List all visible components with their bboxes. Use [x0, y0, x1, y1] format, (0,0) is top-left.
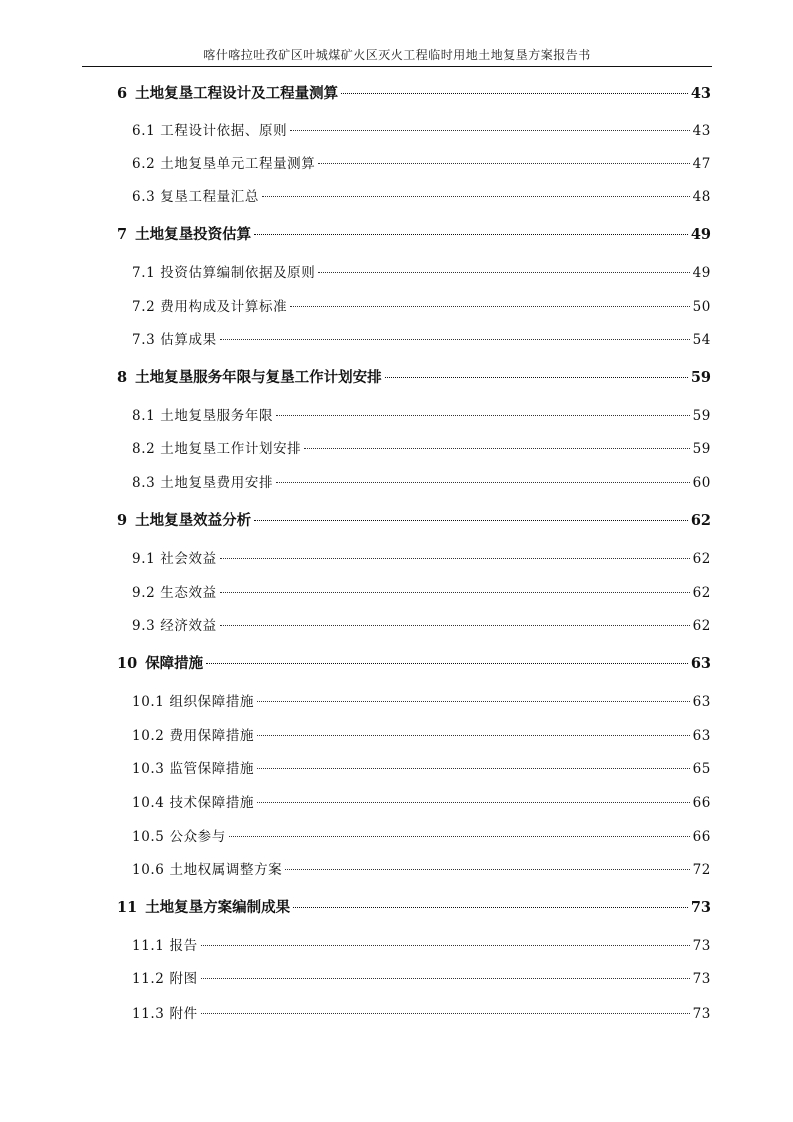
- toc-entry-page: 43: [692, 123, 711, 139]
- toc-entry-number: 9: [117, 512, 128, 529]
- toc-entry-page: 66: [692, 795, 711, 811]
- dot-leader: [254, 234, 688, 235]
- toc-entry-title: 土地复垦服务年限与复垦工作计划安排: [135, 369, 382, 386]
- toc-entry-number: 6: [117, 85, 128, 102]
- toc-entry-title: 费用保障措施: [169, 728, 255, 744]
- toc-entry-title: 附图: [169, 971, 198, 987]
- toc-entry-title: 工程设计依据、原则: [160, 123, 288, 139]
- toc-entry-page: 59: [692, 441, 711, 457]
- toc-chapter-6[interactable]: [117, 83, 711, 105]
- toc-section-11-1[interactable]: [132, 935, 711, 957]
- toc-entry-title: 土地复垦投资估算: [135, 226, 252, 243]
- toc-entry-title: 土地复垦工程设计及工程量测算: [135, 85, 339, 102]
- toc-entry-title: 投资估算编制依据及原则: [160, 265, 316, 281]
- toc-section-10-6[interactable]: [132, 859, 711, 881]
- toc-entry-title: 组织保障措施: [169, 694, 255, 710]
- toc-entry-page: 59: [692, 408, 711, 424]
- toc-entry-number: 10.6: [132, 862, 165, 878]
- toc-entry-title: 费用构成及计算标准: [160, 299, 288, 315]
- toc-entry-number: 8.2: [132, 441, 156, 457]
- toc-entry-page: 49: [690, 226, 711, 243]
- toc-entry-page: 47: [692, 156, 711, 172]
- toc-section-11-2[interactable]: [132, 968, 711, 990]
- dot-leader: [201, 1013, 690, 1014]
- toc-section-11-3[interactable]: [132, 1003, 711, 1025]
- dot-leader: [206, 663, 688, 664]
- toc-entry-number: 6.3: [132, 189, 156, 205]
- toc-entry-page: 60: [692, 475, 711, 491]
- header-rule: [82, 66, 712, 67]
- dot-leader: [285, 869, 689, 870]
- toc-entry-page: 62: [690, 512, 711, 529]
- toc-section-10-3[interactable]: [132, 758, 711, 780]
- dot-leader: [385, 377, 688, 378]
- toc-entry-title: 报告: [169, 938, 198, 954]
- toc-chapter-8[interactable]: [117, 367, 711, 389]
- toc-chapter-11[interactable]: [117, 897, 711, 919]
- toc-entry-page: 49: [692, 265, 711, 281]
- dot-leader: [276, 482, 690, 483]
- toc-entry-number: 7: [117, 226, 128, 243]
- toc-entry-title: 社会效益: [160, 551, 217, 567]
- dot-leader: [220, 558, 690, 559]
- toc-entry-page: 73: [690, 899, 711, 916]
- toc-entry-title: 估算成果: [160, 332, 217, 348]
- toc-entry-number: 7.2: [132, 299, 156, 315]
- toc-section-7-2[interactable]: [132, 296, 711, 318]
- toc-entry-number: 9.3: [132, 618, 156, 634]
- toc-entry-title: 附件: [169, 1006, 198, 1022]
- toc-entry-page: 73: [692, 938, 711, 954]
- toc-section-8-3[interactable]: [132, 472, 711, 494]
- dot-leader: [257, 701, 690, 702]
- toc-entry-title: 监管保障措施: [169, 761, 255, 777]
- toc-section-6-2[interactable]: [132, 153, 711, 175]
- toc-entry-title: 保障措施: [145, 655, 204, 672]
- toc-entry-number: 10: [117, 655, 138, 672]
- toc-entry-number: 9.1: [132, 551, 156, 567]
- dot-leader: [220, 339, 690, 340]
- toc-entry-title: 土地复垦效益分析: [135, 512, 252, 529]
- toc-entry-page: 50: [692, 299, 711, 315]
- dot-leader: [229, 836, 690, 837]
- toc-entry-title: 经济效益: [160, 618, 217, 634]
- dot-leader: [201, 978, 690, 979]
- toc-section-6-1[interactable]: [132, 120, 711, 142]
- toc-entry-number: 6.1: [132, 123, 156, 139]
- toc-entry-number: 11.2: [132, 971, 165, 987]
- toc-entry-number: 6.2: [132, 156, 156, 172]
- toc-entry-number: 8.1: [132, 408, 156, 424]
- toc-entry-page: 65: [692, 761, 711, 777]
- toc-entry-page: 72: [692, 862, 711, 878]
- toc-entry-page: 63: [692, 728, 711, 744]
- dot-leader: [254, 520, 688, 521]
- toc-chapter-7[interactable]: [117, 224, 711, 246]
- dot-leader: [201, 945, 690, 946]
- toc-section-9-1[interactable]: [132, 548, 711, 570]
- toc-entry-title: 生态效益: [160, 585, 217, 601]
- toc-entry-page: 63: [692, 694, 711, 710]
- toc-entry-number: 7.3: [132, 332, 156, 348]
- dot-leader: [290, 130, 689, 131]
- toc-entry-number: 7.1: [132, 265, 156, 281]
- toc-section-10-2[interactable]: [132, 725, 711, 747]
- toc-entry-number: 10.3: [132, 761, 165, 777]
- toc-entry-number: 10.4: [132, 795, 165, 811]
- toc-entry-title: 公众参与: [169, 829, 226, 845]
- toc-section-6-3[interactable]: [132, 186, 711, 208]
- toc-entry-page: 48: [692, 189, 711, 205]
- toc-entry-page: 43: [690, 85, 711, 102]
- toc-entry-page: 63: [690, 655, 711, 672]
- dot-leader: [257, 735, 690, 736]
- toc-section-7-1[interactable]: [132, 262, 711, 284]
- toc-chapter-9[interactable]: [117, 510, 711, 532]
- toc-entry-number: 10.1: [132, 694, 165, 710]
- dot-leader: [304, 448, 689, 449]
- dot-leader: [290, 306, 689, 307]
- toc-entry-number: 11: [117, 899, 138, 916]
- toc-entry-page: 73: [692, 1006, 711, 1022]
- toc-section-8-1[interactable]: [132, 405, 711, 427]
- dot-leader: [220, 592, 690, 593]
- toc-section-10-5[interactable]: [132, 826, 711, 848]
- toc-section-9-3[interactable]: [132, 615, 711, 637]
- dot-leader: [276, 415, 690, 416]
- dot-leader: [220, 625, 690, 626]
- toc-entry-page: 62: [692, 551, 711, 567]
- toc-entry-page: 62: [692, 585, 711, 601]
- running-header: 喀什喀拉吐孜矿区叶城煤矿火区灭火工程临时用地土地复垦方案报告书: [203, 48, 591, 62]
- toc-entry-number: 9.2: [132, 585, 156, 601]
- dot-leader: [341, 93, 688, 94]
- toc-entry-page: 73: [692, 971, 711, 987]
- toc-entry-title: 复垦工程量汇总: [160, 189, 259, 205]
- toc-entry-number: 8.3: [132, 475, 156, 491]
- dot-leader: [257, 802, 690, 803]
- toc-section-9-2[interactable]: [132, 582, 711, 604]
- toc-entry-title: 土地复垦单元工程量测算: [160, 156, 316, 172]
- dot-leader: [262, 196, 690, 197]
- dot-leader: [318, 272, 689, 273]
- toc-entry-page: 62: [692, 618, 711, 634]
- toc-entry-page: 54: [692, 332, 711, 348]
- toc-entry-title: 土地复垦工作计划安排: [160, 441, 302, 457]
- toc-entry-title: 土地复垦费用安排: [160, 475, 274, 491]
- dot-leader: [257, 768, 690, 769]
- toc-entry-title: 土地复垦方案编制成果: [145, 899, 291, 916]
- toc-entry-title: 技术保障措施: [169, 795, 255, 811]
- toc-entry-number: 10.5: [132, 829, 165, 845]
- dot-leader: [293, 907, 688, 908]
- toc-section-10-1[interactable]: [132, 691, 711, 713]
- toc-section-10-4[interactable]: [132, 792, 711, 814]
- toc-entry-page: 66: [692, 829, 711, 845]
- toc-chapter-10[interactable]: [117, 653, 711, 675]
- toc-entry-number: 10.2: [132, 728, 165, 744]
- toc-entry-number: 11.3: [132, 1006, 165, 1022]
- toc-entry-title: 土地权属调整方案: [169, 862, 283, 878]
- toc-section-7-3[interactable]: [132, 329, 711, 351]
- toc-entry-title: 土地复垦服务年限: [160, 408, 274, 424]
- toc-entry-page: 59: [690, 369, 711, 386]
- dot-leader: [318, 163, 689, 164]
- toc-entry-number: 8: [117, 369, 128, 386]
- toc-section-8-2[interactable]: [132, 438, 711, 460]
- toc-entry-number: 11.1: [132, 938, 165, 954]
